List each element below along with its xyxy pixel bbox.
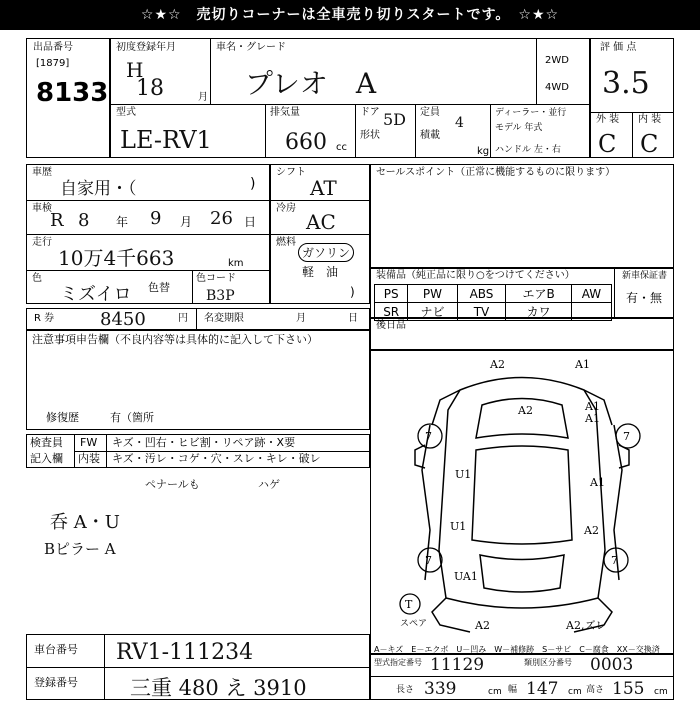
insp-year: 8	[78, 210, 90, 231]
wid-label: 幅	[508, 685, 518, 695]
car-damage-diagram	[370, 350, 674, 654]
divider	[355, 104, 356, 158]
damage-mark: UA1	[454, 570, 478, 583]
fuel-paren: )	[350, 285, 355, 299]
spec-no-value: 11129	[430, 655, 485, 675]
wid-cm: cm	[568, 687, 582, 697]
insp-era: R	[50, 210, 64, 231]
class-no-label: 類別区分番号	[524, 658, 572, 667]
reg-no-value: 三重 480 え 3910	[130, 676, 307, 700]
equip-cell: PW	[408, 285, 457, 303]
handnote-1: ペナールも	[145, 478, 200, 491]
damage-mark: U1	[455, 468, 472, 481]
yen-label: 円	[178, 313, 188, 324]
ext-label: 外 装	[596, 114, 620, 125]
lot-prefix: [1879]	[36, 58, 70, 69]
equip-cell: ナビ	[408, 303, 457, 321]
inspector-label: 検査員	[30, 436, 63, 449]
nc-day-label: 日	[348, 313, 358, 324]
equipment-label: 装備品（純正品に限り○をつけてください）	[376, 270, 575, 281]
divider	[192, 270, 193, 304]
equipment-table	[374, 284, 612, 321]
divider	[26, 234, 270, 235]
color-label: 色	[32, 273, 42, 284]
displacement-label: 排気量	[270, 107, 300, 118]
divider	[26, 667, 370, 668]
divider	[632, 112, 633, 158]
damage-legend: A－キズ E－エクボ U－凹み W－補修跡 S－サビ C－腐食 XX－交換済	[374, 645, 660, 654]
r-ticket-label: R 券	[34, 313, 55, 324]
insp-day-label: 日	[244, 215, 257, 229]
first-reg-label: 初度登録年月	[116, 42, 176, 53]
len-label: 長さ	[396, 685, 415, 695]
divider	[270, 200, 370, 201]
inspection-label: 車検	[32, 203, 52, 214]
spec-no-label: 型式指定番号	[374, 658, 422, 667]
color-code-label: 色コード	[196, 273, 236, 284]
damage-mark: A1	[585, 412, 600, 425]
history-close: )	[250, 176, 256, 192]
int-grade: C	[640, 130, 659, 158]
handle-label: ハンドル 左・右	[495, 145, 561, 155]
damage-mark: A2	[518, 404, 533, 417]
repair-label: 修復歴	[46, 411, 79, 424]
car-name-label: 車名・グレード	[216, 42, 286, 53]
warranty-options: 有・無	[626, 291, 663, 305]
lot-number-label: 出品番号	[33, 42, 73, 53]
ac-value: AC	[306, 210, 336, 234]
fuel-value: ガソリン	[298, 243, 354, 262]
displacement-value: 660	[285, 130, 327, 155]
load-label: 積載	[420, 130, 440, 141]
lot-number: 8133	[36, 78, 109, 108]
back-date-label: 後日品	[376, 320, 406, 331]
damage-mark: A2	[584, 524, 599, 537]
equip-cell: カワ	[506, 303, 571, 321]
divider	[210, 38, 211, 104]
reg-era: H	[126, 58, 144, 82]
diesel-label: 軽 油	[302, 265, 339, 279]
hgt-value: 155	[612, 679, 645, 699]
divider	[614, 268, 615, 318]
r-ticket-box	[26, 308, 370, 330]
back-date-box	[370, 318, 674, 350]
divider	[104, 634, 105, 700]
shape-label: 形状	[360, 130, 380, 141]
spare-mark: T	[405, 598, 413, 611]
interior-label: 内装	[78, 452, 100, 465]
equip-cell: TV	[457, 303, 506, 321]
mileage-value: 10万4千663	[58, 246, 175, 270]
dealer-label: ディーラー・並行	[495, 108, 567, 118]
divider	[196, 308, 197, 330]
shift-label: シフト	[276, 167, 306, 178]
divider	[110, 104, 590, 105]
damage-mark: A2	[490, 358, 505, 371]
reg-year: 18	[136, 76, 164, 101]
ac-label: 冷房	[276, 203, 296, 214]
door-value: 5D	[383, 110, 407, 129]
color-change-label: 色替	[148, 281, 170, 294]
sales-point-label: セールスポイント（正常に機能するものに限ります）	[376, 167, 616, 178]
class-no-value: 0003	[590, 655, 634, 675]
chassis-value: RV1-111234	[116, 640, 254, 665]
seats-value: 4	[455, 115, 464, 131]
model-value: LE-RV1	[120, 126, 212, 154]
color-code-value: B3P	[206, 288, 235, 304]
wid-value: 147	[526, 679, 559, 699]
check-row-exterior: キズ・凹右・ヒビ割・リペア跡・X要	[112, 436, 296, 449]
door-label: ドア	[360, 107, 380, 118]
reg-no-label: 登録番号	[34, 676, 78, 689]
fw-label: FW	[80, 436, 98, 449]
score-value: 3.5	[602, 66, 650, 101]
damage-mark: A2	[475, 619, 490, 632]
chassis-label: 車台番号	[34, 643, 78, 656]
int-label: 内 装	[638, 114, 662, 125]
nc-month-label: 月	[296, 313, 306, 324]
divider	[106, 434, 107, 468]
divider	[536, 38, 537, 104]
kg-label: kg	[477, 146, 490, 157]
car-name: プレオ A	[245, 67, 377, 100]
notes-label: 注意事項申告欄（不良内容等は具体的に記入して下さい）	[32, 333, 318, 346]
damage-mark: A1	[575, 358, 590, 371]
divider	[26, 200, 270, 201]
divider	[370, 676, 674, 677]
damage-mark: 7	[623, 430, 630, 443]
damage-mark: 7	[425, 554, 432, 567]
equip-cell: PS	[375, 285, 408, 303]
model-year-label: モデル 年式	[495, 123, 543, 133]
2wd-label: 2WD	[545, 55, 569, 66]
cc-label: cc	[336, 142, 347, 153]
divider	[74, 434, 75, 468]
new-warranty-label: 新車保証書	[622, 271, 668, 281]
insp-day: 26	[210, 208, 233, 229]
reg-month-label: 月	[198, 92, 208, 103]
name-change-label: 名変期限	[204, 313, 244, 324]
equip-cell: エアB	[506, 285, 571, 303]
note-line-1: 呑 A・U	[50, 512, 120, 533]
note-line-2: Bピラー A	[44, 540, 116, 558]
r-ticket-value: 8450	[100, 309, 146, 330]
damage-mark: A2,ズレ	[566, 619, 607, 632]
divider	[490, 104, 491, 158]
hgt-label: 高さ	[586, 685, 605, 695]
equip-cell: SR	[375, 303, 408, 321]
history-value: 自家用・（	[60, 179, 137, 199]
check-row-interior: キズ・汚レ・コゲ・穴・スレ・キレ・破レ	[112, 452, 321, 465]
hgt-cm: cm	[654, 687, 668, 697]
equip-cell: ABS	[457, 285, 506, 303]
model-label: 型式	[116, 107, 136, 118]
damage-mark: 7	[425, 430, 432, 443]
damage-mark: A1	[590, 476, 605, 489]
km-label: km	[228, 258, 244, 269]
entry-label: 記入欄	[30, 452, 63, 465]
repair-value: 有（箇所	[110, 411, 154, 424]
insp-month: 9	[150, 208, 162, 229]
4wd-label: 4WD	[545, 82, 569, 93]
fuel-label: 燃料	[276, 237, 296, 248]
divider	[265, 104, 266, 158]
color-value: ミズイロ	[60, 284, 132, 305]
auction-banner: ☆★☆ 売切りコーナーは全車売り切りスタートです。 ☆★☆	[0, 0, 700, 30]
insp-year-label: 年	[116, 215, 129, 229]
damage-mark: U1	[450, 520, 467, 533]
shift-value: AT	[310, 176, 337, 200]
handnote-2: ハゲ	[258, 478, 280, 491]
equip-cell: AW	[571, 285, 611, 303]
sales-point-box	[370, 164, 674, 268]
len-value: 339	[424, 679, 457, 699]
mileage-label: 走行	[32, 237, 52, 248]
score-label: 評 価 点	[600, 42, 637, 53]
damage-mark: A1	[585, 400, 600, 413]
ext-grade: C	[598, 130, 617, 158]
divider	[415, 104, 416, 158]
seats-label: 定員	[420, 107, 440, 118]
damage-mark: 7	[611, 554, 618, 567]
len-cm: cm	[488, 687, 502, 697]
spare-label: スペア	[400, 619, 428, 629]
insp-month-label: 月	[180, 215, 193, 229]
divider	[270, 234, 370, 235]
history-label: 車歴	[32, 167, 52, 178]
